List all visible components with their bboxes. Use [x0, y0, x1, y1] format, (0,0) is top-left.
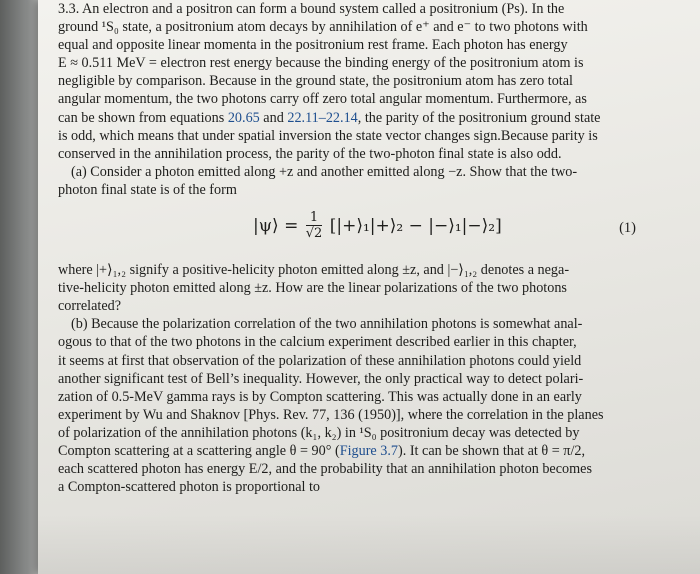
after-equation-paragraph: where |+⟩₁,₂ signify a positive-helicity photon emitted along ±z, and |−⟩₁,₂ denotes a nega- tive-helicity photon emitted along ±z. How are the linear polarizations of the two photons correlated?: [58, 262, 570, 315]
problem-text: [58, 0, 646, 496]
book-page: [38, 0, 700, 574]
equation-link-20-65[interactable]: 20.65: [227, 109, 260, 126]
section-number: 3.3.: [58, 1, 80, 17]
part-a-paragraph: (a) Consider a photon emitted along +z and another emitted along −z. Show that the two- photon final state is of the form: [58, 163, 578, 198]
figure-link-3-7[interactable]: Figure 3.7: [339, 442, 399, 459]
desk-background: [0, 0, 40, 574]
equation-fraction: $\frac{1}{√2}$: [305, 210, 323, 242]
equation-1: [58, 205, 646, 255]
intro-paragraph: 3.3. An electron and a positron can form a bound system called a positronium (Ps). In the ground ¹S₀ state, a positronium atom decays by annihilation of e⁺ and e⁻ to two photons with equal and opposite linear momenta in the positronium rest frame. Each photon has energy E ≈ 0.511 MeV = electron rest energy because the binding energy of the positronium atom is negligible by comparison. Because in the ground state, the positronium atom has zero total angular momentum, the two photons carry off zero total angular momentum. Furthermore, as can be shown from equations 20.65 and 22.11–22.14, the parity of the positronium ground state is odd, which means that under spatial inversion the state vector changes sign.Because parity is conserved in the annihilation process, the parity of the two-photon final state is also odd.: [58, 1, 601, 162]
equation-link-22-11[interactable]: 22.11–22.14: [287, 109, 358, 126]
part-b-paragraph: (b) Because the polarization correlation of the two annihilation photons is somewhat anal- ogous to that of the two photons in the calcium experiment described earlier in this chapter, it seems at first that observation of the polarization of these annihilation photons could yield another significant test of Bell’s inequality. However, the only practical way to detect polari- zation of 0.5-MeV gamma rays is by Compton scattering. This was actually done in an early experiment by Wu and Shaknov [Phys. Rev. 77, 136 (1950)], where the correlation in the planes of polarization of the annihilation photons (k₁, k₂) in ¹S₀ positronium decay was detected by Compton scattering at a scattering angle θ = 90° (Figure 3.7). It can be shown that at θ = π/2, each scattered photon has energy E/2, and the probability that an annihilation photon becomes a Compton-scattered photon is proportional to: [58, 316, 604, 496]
page-shadow: [38, 514, 700, 574]
equation-number: (1): [619, 220, 636, 237]
equation-expression: |ψ⟩ = $\frac{1}{√2}$ [|+⟩₁|+⟩₂ − |−⟩₁|−⟩₂]: [253, 210, 502, 242]
